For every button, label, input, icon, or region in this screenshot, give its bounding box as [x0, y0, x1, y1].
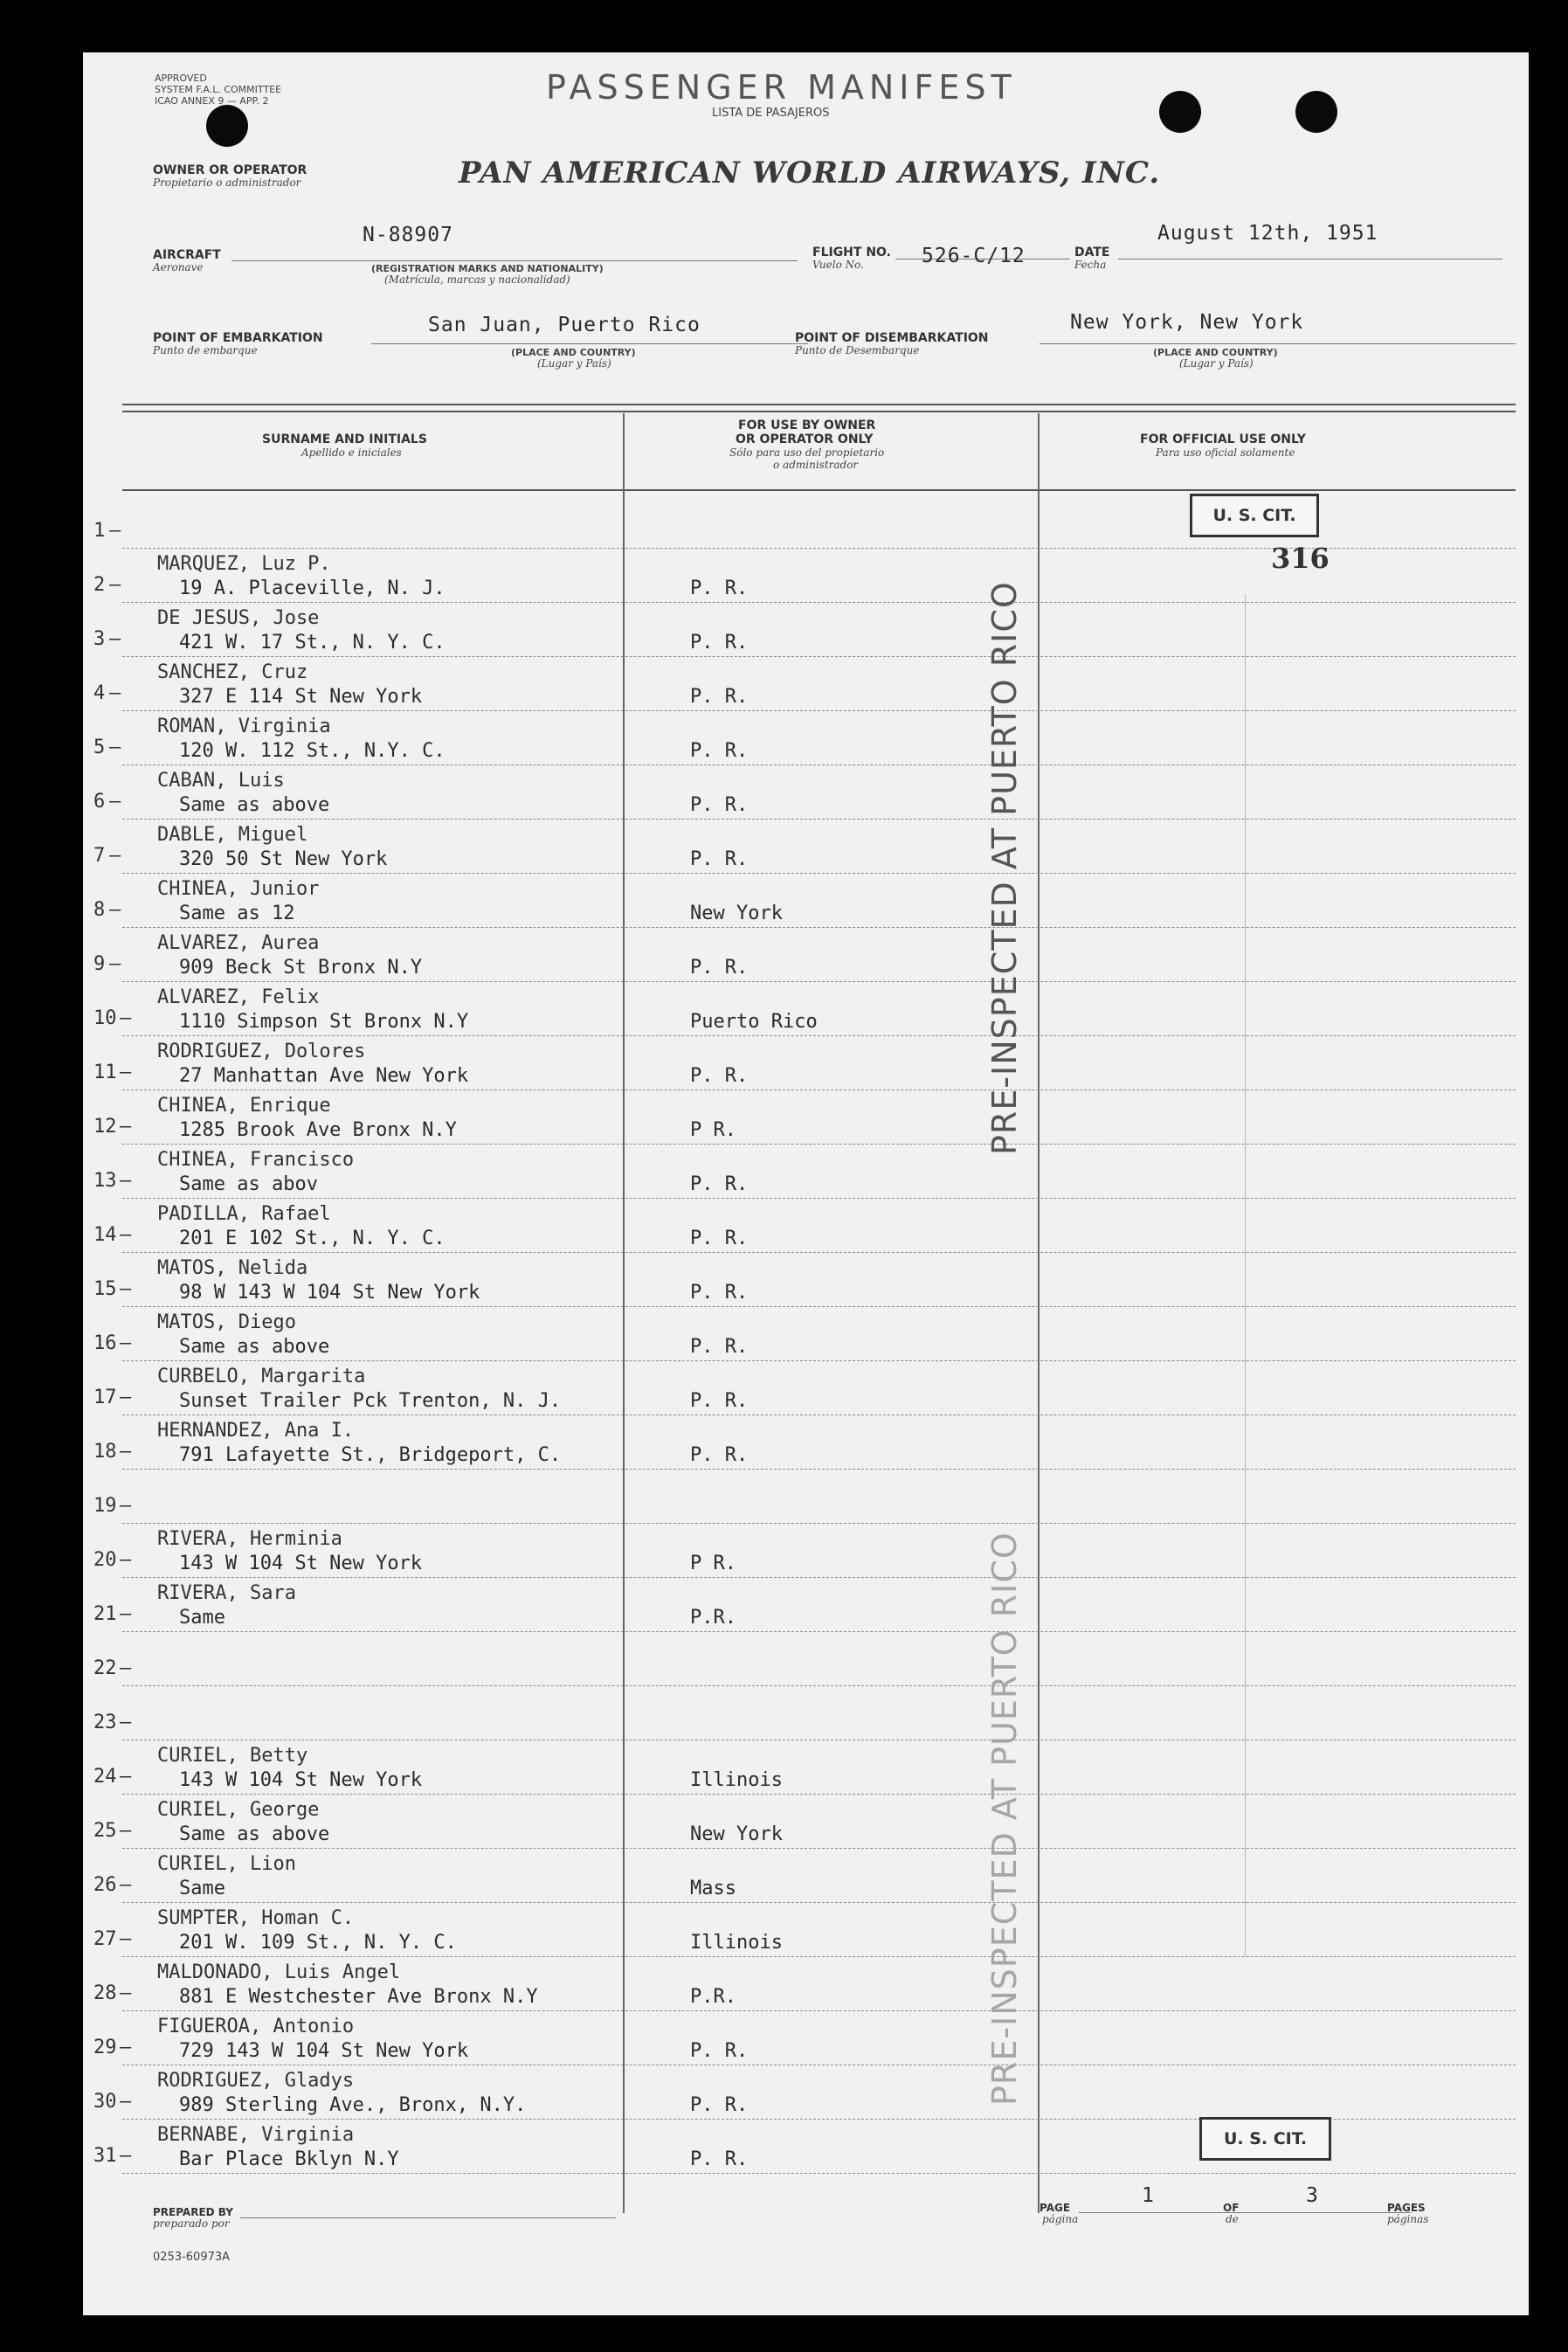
- row-number: 2: [93, 574, 106, 596]
- row-number: 21: [93, 1603, 117, 1625]
- row-number: 4: [93, 682, 106, 704]
- row-divider: [122, 764, 1516, 765]
- passenger-address: Sunset Trailer Pck Trenton, N. J.: [179, 1390, 562, 1412]
- passenger-remark: P.R.: [690, 1986, 736, 2008]
- passenger-address: 327 E 114 St New York: [179, 686, 423, 708]
- row-number-dash: –: [120, 1603, 132, 1625]
- row-number-dash: –: [120, 1982, 132, 2004]
- row-number: 5: [93, 737, 106, 758]
- row-number-dash: –: [120, 1820, 132, 1842]
- row-number-dash: –: [120, 1170, 132, 1192]
- approval-line-1: APPROVED: [155, 73, 207, 84]
- row-number: 9: [93, 953, 106, 975]
- date-value: August 12th, 1951: [1157, 222, 1378, 245]
- passenger-address: 1110 Simpson St Bronx N.Y: [179, 1011, 469, 1033]
- check-line: [1245, 594, 1246, 1957]
- aircraft-label-sub: Aeronave: [153, 261, 204, 273]
- passenger-name: SANCHEZ, Cruz: [157, 661, 308, 683]
- row-number-dash: –: [120, 2091, 132, 2113]
- passenger-name: CURBELO, Margarita: [157, 1366, 366, 1387]
- passenger-remark: P. R.: [690, 957, 749, 979]
- passenger-address: Same as abov: [179, 1173, 318, 1195]
- passenger-name: CHINEA, Junior: [157, 878, 320, 900]
- row-divider: [122, 1848, 1516, 1849]
- row-number: 19: [93, 1495, 117, 1517]
- passenger-address: 201 W. 109 St., N. Y. C.: [179, 1932, 457, 1954]
- row-number-dash: –: [109, 520, 121, 542]
- passenger-remark: P. R.: [690, 1336, 749, 1358]
- passenger-address: 421 W. 17 St., N. Y. C.: [179, 632, 446, 654]
- owner-value: PAN AMERICAN WORLD AIRWAYS, INC.: [459, 156, 1161, 190]
- row-divider: [122, 1631, 1516, 1632]
- row-number: 20: [93, 1549, 117, 1571]
- passenger-address: 98 W 143 W 104 St New York: [179, 1282, 480, 1304]
- passenger-remark: P R.: [690, 1119, 736, 1141]
- row-number-dash: –: [120, 1441, 132, 1463]
- col-owner-sub-1: Sólo para uso del propietario: [729, 446, 885, 459]
- passenger-remark: P. R.: [690, 578, 749, 599]
- passenger-remark: P.R.: [690, 1607, 736, 1629]
- passenger-name: SUMPTER, Homan C.: [157, 1907, 355, 1929]
- passenger-name: RODRIGUEZ, Gladys: [157, 2070, 355, 2092]
- passenger-address: 120 W. 112 St., N.Y. C.: [179, 740, 446, 762]
- passenger-name: RIVERA, Sara: [157, 1582, 296, 1604]
- passenger-address: 729 143 W 104 St New York: [179, 2040, 469, 2062]
- aircraft-label: AIRCRAFT: [153, 248, 221, 262]
- row-divider: [122, 1902, 1516, 1903]
- passenger-address: Bar Place Bklyn N.Y: [179, 2148, 399, 2170]
- passenger-remark: Illinois: [690, 1932, 783, 1954]
- row-number-dash: –: [120, 1278, 132, 1300]
- passenger-remark: P. R.: [690, 794, 749, 816]
- passenger-remark: Mass: [690, 1878, 736, 1899]
- approval-line-2: SYSTEM F.A.L. COMMITTEE: [155, 84, 282, 95]
- passenger-name: MATOS, Nelida: [157, 1257, 308, 1279]
- passenger-remark: P. R.: [690, 686, 749, 708]
- row-number-dash: –: [120, 1387, 132, 1408]
- row-number-dash: –: [109, 791, 121, 813]
- row-number: 15: [93, 1278, 117, 1300]
- approval-line-3: ICAO ANNEX 9 — APP. 2: [155, 95, 269, 107]
- embark-value: San Juan, Puerto Rico: [428, 314, 701, 336]
- row-number-dash: –: [120, 1224, 132, 1246]
- row-number-dash: –: [120, 1062, 132, 1083]
- row-number-dash: –: [120, 2037, 132, 2058]
- row-divider: [122, 2010, 1516, 2011]
- row-number: 12: [93, 1116, 117, 1138]
- pages-total: 3: [1306, 2184, 1319, 2207]
- row-number: 14: [93, 1224, 117, 1246]
- registration-caption: (REGISTRATION MARKS AND NATIONALITY): [371, 263, 604, 274]
- passenger-remark: P. R.: [690, 1228, 749, 1249]
- col-official-header: FOR OFFICIAL USE ONLY: [1140, 432, 1306, 446]
- passenger-address: 27 Manhattan Ave New York: [179, 1065, 469, 1087]
- row-number-dash: –: [120, 1332, 132, 1354]
- of-label-sub: de: [1226, 2213, 1239, 2225]
- passenger-remark: New York: [690, 1823, 783, 1845]
- passenger-remark: Puerto Rico: [690, 1011, 818, 1033]
- passenger-name: RODRIGUEZ, Dolores: [157, 1041, 366, 1062]
- passenger-name: CABAN, Luis: [157, 770, 285, 792]
- row-number: 22: [93, 1657, 117, 1679]
- owner-label-sub: Propietario o administrador: [153, 176, 301, 189]
- flight-value: 526-C/12: [922, 245, 1026, 267]
- passenger-name: MATOS, Diego: [157, 1311, 296, 1333]
- passenger-remark: P. R.: [690, 1390, 749, 1412]
- embark-label-sub: Punto de embarque: [153, 344, 258, 356]
- row-number: 25: [93, 1820, 117, 1842]
- disembark-place-caption-sub: (Lugar y País): [1179, 357, 1254, 370]
- disembark-label-sub: Punto de Desembarque: [795, 344, 920, 356]
- row-divider: [122, 873, 1516, 874]
- row-number-dash: –: [109, 845, 121, 867]
- row-number-dash: –: [120, 1657, 132, 1679]
- passenger-remark: P. R.: [690, 1065, 749, 1087]
- pages-label: PAGES: [1387, 2202, 1426, 2214]
- row-divider: [122, 819, 1516, 820]
- row-number: 23: [93, 1712, 117, 1733]
- row-divider: [122, 981, 1516, 982]
- row-divider: [122, 1306, 1516, 1307]
- flight-label: FLIGHT NO.: [812, 246, 891, 259]
- count-stamp: 316: [1271, 542, 1330, 575]
- passenger-remark: P. R.: [690, 2094, 749, 2116]
- row-divider: [122, 1685, 1516, 1686]
- pre-inspected-stamp-bottom: PRE-INSPECTED AT PUERTO RICO: [985, 1532, 1024, 2106]
- passenger-name: ROMAN, Virginia: [157, 716, 331, 737]
- owner-label: OWNER OR OPERATOR: [153, 163, 307, 177]
- passenger-address: Same as 12: [179, 903, 295, 924]
- row-number-dash: –: [120, 2145, 132, 2167]
- passenger-address: 320 50 St New York: [179, 848, 388, 870]
- row-number-dash: –: [120, 1549, 132, 1571]
- row-number-dash: –: [109, 628, 121, 650]
- row-number: 6: [93, 791, 106, 813]
- row-divider: [122, 656, 1516, 657]
- row-number: 17: [93, 1387, 117, 1408]
- passenger-address: 791 Lafayette St., Bridgeport, C.: [179, 1444, 562, 1466]
- passenger-address: 143 W 104 St New York: [179, 1769, 423, 1791]
- passenger-name: RIVERA, Herminia: [157, 1528, 342, 1550]
- punch-hole-left: [206, 105, 248, 147]
- passenger-name: BERNABE, Virginia: [157, 2124, 355, 2146]
- row-divider: [122, 1523, 1516, 1524]
- embark-place-caption: (PLACE AND COUNTRY): [511, 347, 636, 358]
- row-number-dash: –: [109, 899, 121, 921]
- row-number: 30: [93, 2091, 117, 2113]
- row-divider: [122, 602, 1516, 603]
- passenger-remark: P R.: [690, 1553, 736, 1574]
- row-number-dash: –: [120, 1712, 132, 1733]
- page-title-sub: LISTA DE PASAJEROS: [712, 107, 830, 120]
- of-label: OF: [1223, 2202, 1240, 2214]
- row-divider: [122, 1794, 1516, 1795]
- row-divider: [122, 2173, 1516, 2174]
- passenger-address: Same: [179, 1878, 225, 1899]
- row-number: 18: [93, 1441, 117, 1463]
- passenger-address: 143 W 104 St New York: [179, 1553, 423, 1574]
- row-number: 24: [93, 1766, 117, 1788]
- row-number: 1: [93, 520, 106, 542]
- date-label-sub: Fecha: [1074, 259, 1107, 271]
- passenger-name: DABLE, Miguel: [157, 824, 308, 846]
- passenger-address: 909 Beck St Bronx N.Y: [179, 957, 423, 979]
- page-title: PASSENGER MANIFEST: [546, 68, 1017, 107]
- disembark-label: POINT OF DISEMBARKATION: [795, 331, 989, 345]
- col-official-sub: Para uso oficial solamente: [1156, 446, 1295, 459]
- passenger-name: FIGUEROA, Antonio: [157, 2016, 355, 2037]
- passenger-address: 1285 Brook Ave Bronx N.Y: [179, 1119, 457, 1141]
- passenger-remark: P. R.: [690, 1444, 749, 1466]
- passenger-name: DE JESUS, Jose: [157, 607, 320, 629]
- row-number: 10: [93, 1007, 117, 1029]
- row-number-dash: –: [109, 682, 121, 704]
- row-divider: [122, 1252, 1516, 1253]
- passenger-name: MALDONADO, Luis Angel: [157, 1961, 401, 1983]
- passenger-name: ALVAREZ, Felix: [157, 986, 320, 1008]
- col-owner-sub-2: o administrador: [773, 459, 859, 471]
- row-number: 8: [93, 899, 106, 921]
- row-number-dash: –: [120, 1766, 132, 1788]
- row-number: 16: [93, 1332, 117, 1354]
- page-value: 1: [1142, 2184, 1155, 2207]
- passenger-remark: P. R.: [690, 740, 749, 762]
- passenger-name: CHINEA, Francisco: [157, 1149, 355, 1171]
- passenger-name: MARQUEZ, Luz P.: [157, 553, 331, 575]
- passenger-address: 881 E Westchester Ave Bronx N.Y: [179, 1986, 538, 2008]
- row-number: 3: [93, 628, 106, 650]
- passenger-name: HERNANDEZ, Ana I.: [157, 1420, 355, 1442]
- page-label: PAGE: [1040, 2202, 1071, 2214]
- passenger-name: PADILLA, Rafael: [157, 1203, 331, 1225]
- passenger-address: 989 Sterling Ave., Bronx, N.Y.: [179, 2094, 527, 2116]
- registration-caption-sub: (Matrícula, marcas y nacionalidad): [384, 273, 570, 286]
- row-number: 31: [93, 2145, 117, 2167]
- row-divider: [122, 1198, 1516, 1199]
- us-cit-stamp-bottom: U. S. CIT.: [1199, 2117, 1331, 2161]
- passenger-remark: P. R.: [690, 1173, 749, 1195]
- passenger-remark: P. R.: [690, 2040, 749, 2062]
- row-number-dash: –: [120, 1495, 132, 1517]
- row-divider: [122, 1577, 1516, 1578]
- row-number-dash: –: [109, 953, 121, 975]
- passenger-name: CHINEA, Enrique: [157, 1095, 331, 1117]
- row-divider: [122, 710, 1516, 711]
- row-number-dash: –: [120, 1874, 132, 1896]
- row-number-dash: –: [120, 1116, 132, 1138]
- passenger-remark: New York: [690, 903, 783, 924]
- col-owner-header-2: OR OPERATOR ONLY: [736, 432, 874, 446]
- prepared-by-sub: preparado por: [153, 2217, 230, 2230]
- manifest-sheet: [83, 52, 1529, 2315]
- col-surname-sub: Apellido e iniciales: [301, 446, 402, 459]
- form-number: 0253-60973A: [153, 2251, 231, 2264]
- passenger-remark: P. R.: [690, 1282, 749, 1304]
- row-number: 7: [93, 845, 106, 867]
- row-divider: [122, 1469, 1516, 1470]
- col-owner-header-1: FOR USE BY OWNER: [738, 419, 876, 432]
- passenger-name: CURIEL, Betty: [157, 1745, 308, 1767]
- embark-label: POINT OF EMBARKATION: [153, 331, 323, 345]
- passenger-address: 201 E 102 St., N. Y. C.: [179, 1228, 446, 1249]
- page-label-sub: página: [1042, 2213, 1079, 2225]
- row-number: 26: [93, 1874, 117, 1896]
- passenger-address: Same as above: [179, 1823, 330, 1845]
- embark-place-caption-sub: (Lugar y País): [537, 357, 611, 370]
- passenger-address: Same as above: [179, 794, 330, 816]
- passenger-address: Same: [179, 1607, 225, 1629]
- passenger-remark: P. R.: [690, 2148, 749, 2170]
- passenger-remark: Illinois: [690, 1769, 783, 1791]
- row-number: 29: [93, 2037, 117, 2058]
- row-divider: [122, 927, 1516, 928]
- date-label: DATE: [1074, 246, 1110, 259]
- row-divider: [122, 1144, 1516, 1145]
- aircraft-value: N-88907: [363, 224, 453, 246]
- row-divider: [122, 1360, 1516, 1361]
- disembark-place-caption: (PLACE AND COUNTRY): [1153, 347, 1278, 358]
- row-number-dash: –: [109, 737, 121, 758]
- passenger-name: CURIEL, Lion: [157, 1853, 296, 1875]
- passenger-address: Same as above: [179, 1336, 330, 1358]
- passenger-name: CURIEL, George: [157, 1799, 320, 1821]
- row-number-dash: –: [120, 1928, 132, 1950]
- passenger-remark: P. R.: [690, 632, 749, 654]
- pages-label-sub: páginas: [1387, 2213, 1429, 2225]
- row-number: 27: [93, 1928, 117, 1950]
- passenger-remark: P. R.: [690, 848, 749, 870]
- pre-inspected-stamp-top: PRE-INSPECTED AT PUERTO RICO: [985, 581, 1024, 1155]
- passenger-name: ALVAREZ, Aurea: [157, 932, 320, 954]
- passenger-address: 19 A. Placeville, N. J.: [179, 578, 446, 599]
- us-cit-stamp-top: U. S. CIT.: [1190, 494, 1319, 537]
- prepared-by-label: PREPARED BY: [153, 2206, 233, 2218]
- row-number-dash: –: [120, 1007, 132, 1029]
- disembark-value: New York, New York: [1070, 311, 1304, 334]
- col-surname-header: SURNAME AND INITIALS: [262, 432, 427, 446]
- row-number: 28: [93, 1982, 117, 2004]
- row-divider: [122, 1035, 1516, 1036]
- row-number: 13: [93, 1170, 117, 1192]
- row-number: 11: [93, 1062, 117, 1083]
- flight-label-sub: Vuelo No.: [812, 259, 864, 271]
- row-number-dash: –: [109, 574, 121, 596]
- punch-hole-center: [1159, 91, 1201, 133]
- row-divider: [122, 1956, 1516, 1957]
- punch-hole-right: [1295, 91, 1337, 133]
